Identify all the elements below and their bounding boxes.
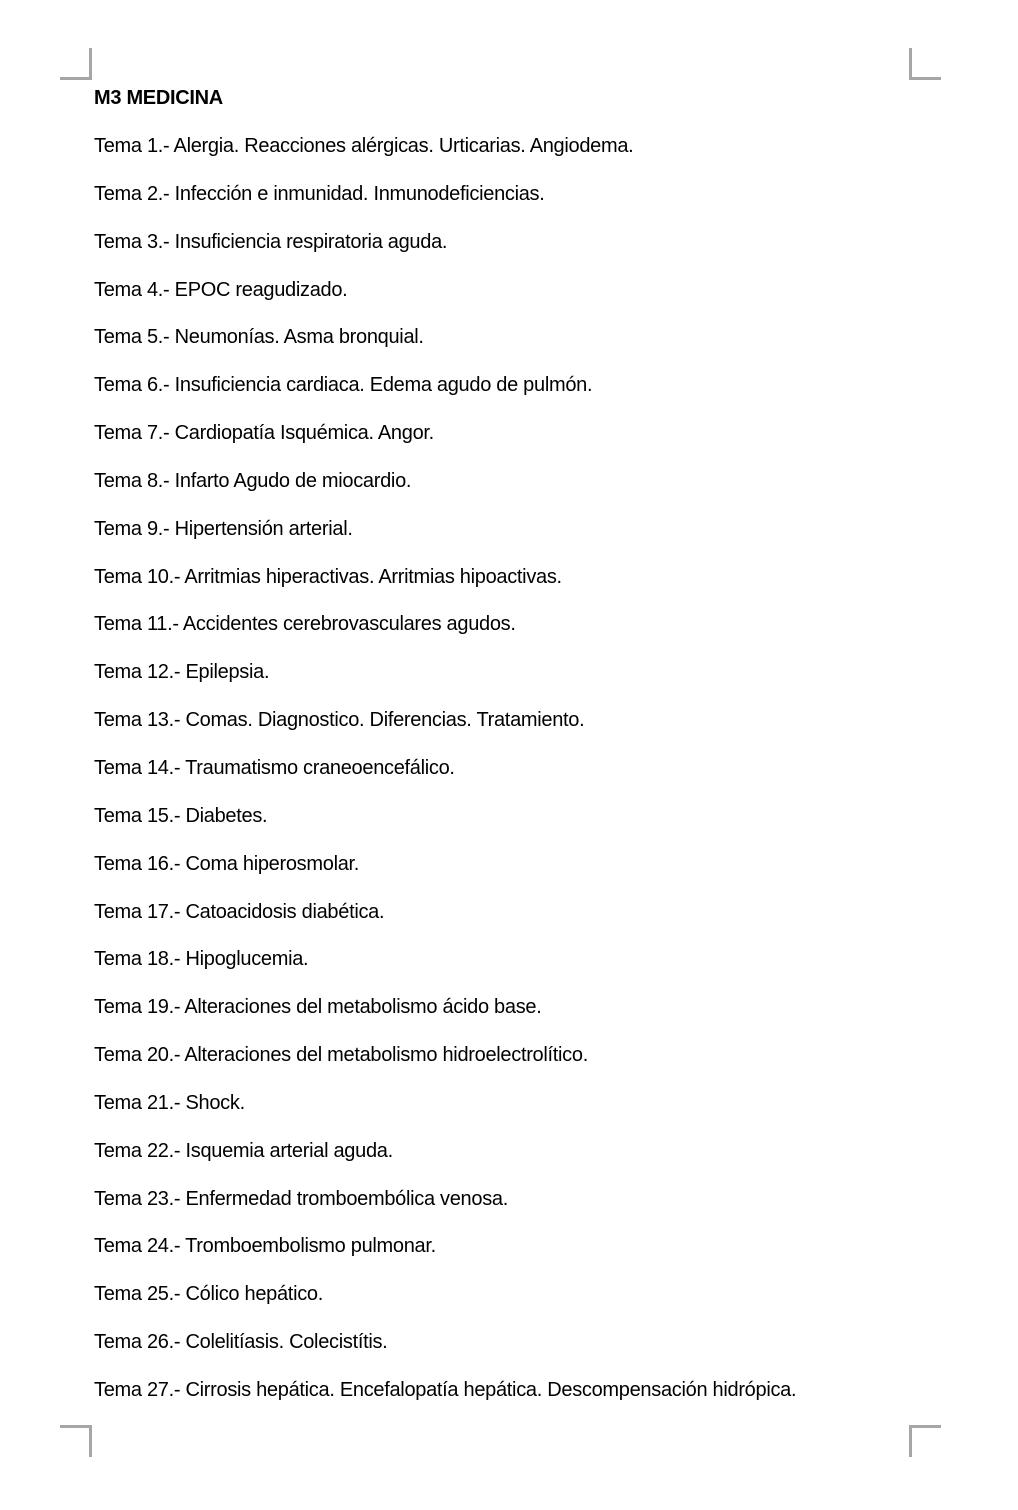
topic-item: Tema 10.- Arritmias hiperactivas. Arritmias hipoactivas. bbox=[94, 565, 562, 588]
topic-item: Tema 13.- Comas. Diagnostico. Diferencias. Tratamiento. bbox=[94, 709, 585, 732]
topic-item: Tema 1.- Alergia. Reacciones alérgicas. Urticarias. Angiodema. bbox=[94, 135, 634, 157]
topic-item: Tema 18.- Hipoglucemia. bbox=[94, 948, 309, 971]
topic-item: Tema 22.- Isquemia arterial aguda. bbox=[94, 1139, 393, 1162]
bottom-right-margin-mark bbox=[909, 1425, 941, 1457]
topic-item: Tema 26.- Colelitíasis. Colecistítis. bbox=[94, 1331, 388, 1354]
topic-list bbox=[94, 132, 934, 1404]
top-left-margin-mark bbox=[60, 48, 92, 80]
topic-item: Tema 6.- Insuficiencia cardiaca. Edema agudo de pulmón. bbox=[94, 374, 593, 397]
document-title: M3 MEDICINA bbox=[94, 87, 223, 109]
topic-item: Tema 4.- EPOC reagudizado. bbox=[94, 278, 348, 301]
topic-item: Tema 5.- Neumonías. Asma bronquial. bbox=[94, 326, 424, 349]
topic-item: Tema 20.- Alteraciones del metabolismo hidroelectrolítico. bbox=[94, 1044, 588, 1067]
topic-item: Tema 23.- Enfermedad tromboembólica venosa. bbox=[94, 1187, 508, 1210]
topic-item: Tema 17.- Catoacidosis diabética. bbox=[94, 900, 385, 923]
topic-item: Tema 3.- Insuficiencia respiratoria aguda. bbox=[94, 230, 448, 253]
topic-item: Tema 25.- Cólico hepático. bbox=[94, 1283, 323, 1306]
topic-item: Tema 21.- Shock. bbox=[94, 1091, 245, 1114]
topic-item: Tema 7.- Cardiopatía Isquémica. Angor. bbox=[94, 422, 434, 445]
topic-item: Tema 27.- Cirrosis hepática. Encefalopatía hepática. Descompensación hidrópica. bbox=[94, 1378, 797, 1401]
topic-item: Tema 24.- Tromboembolismo pulmonar. bbox=[94, 1235, 436, 1258]
topic-item: Tema 15.- Diabetes. bbox=[94, 804, 268, 827]
top-right-margin-mark bbox=[909, 48, 941, 80]
topic-item: Tema 2.- Infección e inmunidad. Inmunodeficiencias. bbox=[94, 182, 545, 205]
topic-item: Tema 11.- Accidentes cerebrovasculares agudos. bbox=[94, 613, 516, 636]
topic-item: Tema 19.- Alteraciones del metabolismo ácido base. bbox=[94, 996, 542, 1019]
topic-item: Tema 14.- Traumatismo craneoencefálico. bbox=[94, 756, 455, 779]
topic-item: Tema 8.- Infarto Agudo de miocardio. bbox=[94, 469, 412, 492]
document-body bbox=[94, 84, 934, 1424]
topic-item: Tema 12.- Epilepsia. bbox=[94, 661, 270, 684]
bottom-left-margin-mark bbox=[60, 1425, 92, 1457]
topic-item: Tema 9.- Hipertensión arterial. bbox=[94, 517, 353, 540]
topic-item: Tema 16.- Coma hiperosmolar. bbox=[94, 852, 360, 875]
